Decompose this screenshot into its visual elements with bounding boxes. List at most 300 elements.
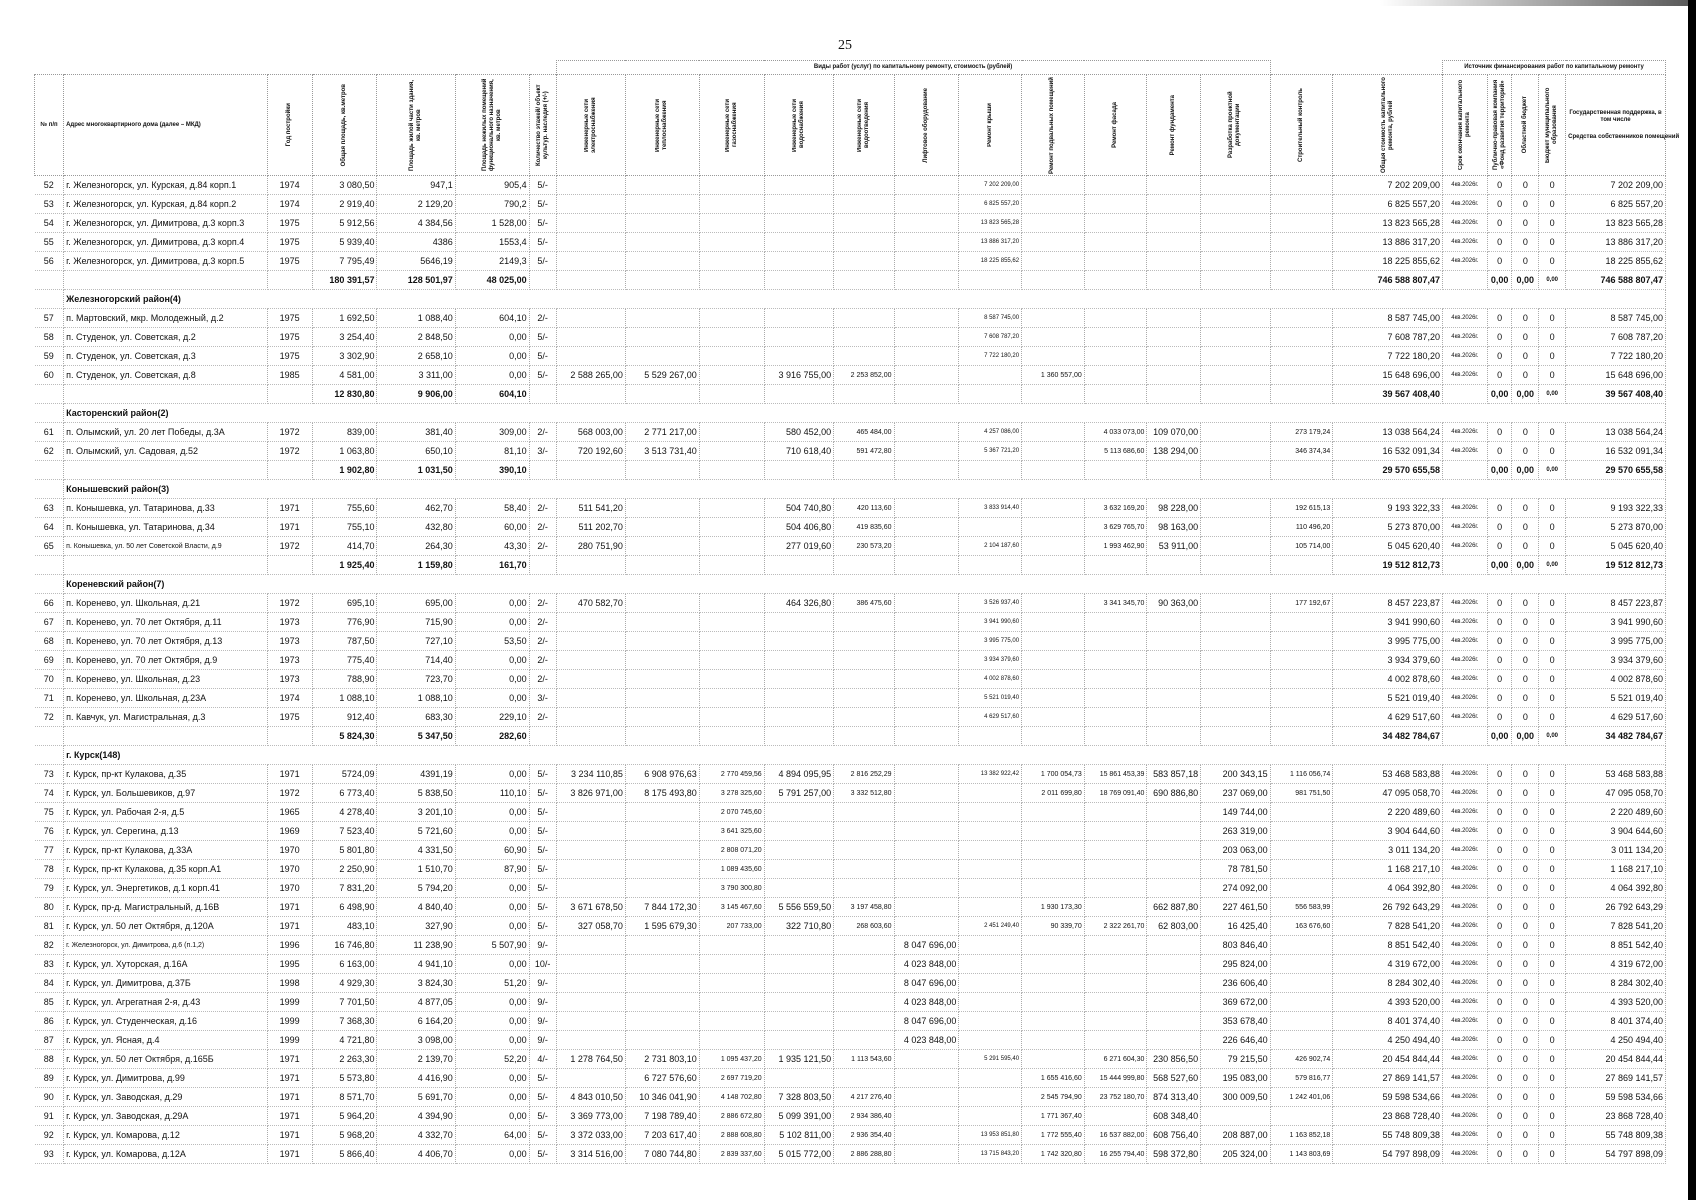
cell-control-cost: 105 714,00 (1270, 537, 1333, 556)
cell-row-number: 66 (35, 594, 64, 613)
cell-total-area: 695,10 (312, 594, 377, 613)
cell-total-cost: 7 202 209,00 (1333, 176, 1443, 195)
cell-municipal-amount: 0 (1539, 309, 1566, 328)
cell-foundation-cost (1147, 993, 1201, 1012)
cell-lift-cost (894, 594, 959, 613)
cell-owners-amount: 9 193 322,33 (1566, 499, 1666, 518)
cell-foundation-cost (1147, 252, 1201, 271)
cell-foundation-cost (1147, 841, 1201, 860)
cell-year-built: 1971 (267, 917, 312, 936)
cell-floors: 5/- (529, 1088, 556, 1107)
cell-total-cost: 7 722 180,20 (1333, 347, 1443, 366)
cell-basement-cost: 1 772 555,40 (1022, 1126, 1085, 1145)
cell-address: г. Курск, ул. 50 лет Октября, д.165Б (64, 1050, 268, 1069)
total-fund: 0,00 (1487, 385, 1512, 404)
cell-floors: 5/- (529, 1069, 556, 1088)
cell-total-area: 5724,09 (312, 765, 377, 784)
cell-row-number: 63 (35, 499, 64, 518)
cell-foundation-cost (1147, 822, 1201, 841)
cell-lift-cost (894, 442, 959, 461)
cell-region-amount: 0 (1512, 1088, 1539, 1107)
cell-year-built: 1970 (267, 879, 312, 898)
cell-lift-cost: 8 047 696,00 (894, 1012, 959, 1031)
cell-municipal-amount: 0 (1539, 613, 1566, 632)
cell-owners-amount: 5 521 019,40 (1566, 689, 1666, 708)
table-row (35, 1145, 1666, 1164)
cell-lift-cost (894, 822, 959, 841)
cell-sewer-cost (834, 176, 894, 195)
cell-basement-cost (1022, 195, 1085, 214)
cell-nonliving-area: 0,00 (455, 765, 529, 784)
cell-row-number: 52 (35, 176, 64, 195)
cell-heat-cost (625, 822, 699, 841)
cell-facade-cost (1084, 898, 1147, 917)
total-mun: 0,00 (1539, 727, 1566, 746)
cell-roof-cost (959, 898, 1022, 917)
cell-total-cost: 5 045 620,40 (1333, 537, 1443, 556)
cell-water-cost (764, 841, 833, 860)
cell-basement-cost: 1 360 557,00 (1022, 366, 1085, 385)
cell-region-amount: 0 (1512, 195, 1539, 214)
district-header-row (35, 575, 1666, 594)
cell-control-cost (1270, 176, 1333, 195)
repair-register-table (34, 60, 1680, 1164)
cell-control-cost (1270, 955, 1333, 974)
cell-municipal-amount: 0 (1539, 1069, 1566, 1088)
cell-sewer-cost: 2 936 354,40 (834, 1126, 894, 1145)
cell-water-cost: 4 894 095,95 (764, 765, 833, 784)
cell-address: п. Олымский, ул. Садовая, д.52 (64, 442, 268, 461)
cell-total-cost: 5 273 870,00 (1333, 518, 1443, 537)
cell-water-cost: 504 740,80 (764, 499, 833, 518)
table-row (35, 214, 1666, 233)
cell-lift-cost (894, 1088, 959, 1107)
cell-facade-cost (1084, 233, 1147, 252)
district-name: Кореневский район(7) (64, 575, 1666, 594)
cell-region-amount: 0 (1512, 765, 1539, 784)
cell-gas-cost (699, 1012, 764, 1031)
cell-sewer-cost (834, 309, 894, 328)
cell-floors: 2/- (529, 708, 556, 727)
cell-total-area: 839,00 (312, 423, 377, 442)
cell-gas-cost (699, 670, 764, 689)
cell-design-cost: 274 092,00 (1201, 879, 1270, 898)
cell-address: г. Курск, ул. Заводская, д.29 (64, 1088, 268, 1107)
cell-roof-cost: 4 002 878,60 (959, 670, 1022, 689)
cell-gas-cost (699, 442, 764, 461)
cell-floors: 2/- (529, 594, 556, 613)
total-fund: 0,00 (1487, 556, 1512, 575)
cell-deadline: 4кв.2026г. (1443, 632, 1488, 651)
cell-heat-cost: 6 908 976,63 (625, 765, 699, 784)
cell-roof-cost: 7 202 209,00 (959, 176, 1022, 195)
cell-region-amount: 0 (1512, 879, 1539, 898)
cell-total-area: 483,10 (312, 917, 377, 936)
cell-sewer-cost: 1 113 543,60 (834, 1050, 894, 1069)
cell-fund-amount: 0 (1487, 1145, 1512, 1164)
cell-elec-cost (556, 841, 625, 860)
cell-address: п. Коренево, ул. Школьная, д.21 (64, 594, 268, 613)
cell-nonliving-area: 0,00 (455, 670, 529, 689)
cell-nonliving-area: 0,00 (455, 898, 529, 917)
cell-sewer-cost (834, 252, 894, 271)
cell-basement-cost (1022, 955, 1085, 974)
cell-row-number: 71 (35, 689, 64, 708)
cell-lift-cost: 8 047 696,00 (894, 974, 959, 993)
cell-facade-cost (1084, 309, 1147, 328)
cell-total-area: 16 746,80 (312, 936, 377, 955)
cell-nonliving-area: 81,10 (455, 442, 529, 461)
cell-municipal-amount: 0 (1539, 765, 1566, 784)
cell-elec-cost: 2 588 265,00 (556, 366, 625, 385)
cell-lift-cost: 4 023 848,00 (894, 1031, 959, 1050)
cell-living-area: 4 384,56 (377, 214, 455, 233)
cell-gas-cost (699, 252, 764, 271)
cell-basement-cost (1022, 309, 1085, 328)
cell-roof-cost: 8 587 745,00 (959, 309, 1022, 328)
cell-address: г. Курск, ул. Ясная, д.4 (64, 1031, 268, 1050)
cell-roof-cost: 13 886 317,20 (959, 233, 1022, 252)
cell-control-cost (1270, 347, 1333, 366)
cell-living-area: 4391,19 (377, 765, 455, 784)
cell-row-number: 87 (35, 1031, 64, 1050)
total-nonliving: 161,70 (455, 556, 529, 575)
cell-fund-amount: 0 (1487, 670, 1512, 689)
cell-total-cost: 3 934 379,60 (1333, 651, 1443, 670)
cell-control-cost (1270, 613, 1333, 632)
district-header-row (35, 404, 1666, 423)
table-row (35, 651, 1666, 670)
cell-owners-amount: 8 851 542,40 (1566, 936, 1666, 955)
cell-elec-cost (556, 233, 625, 252)
cell-facade-cost (1084, 613, 1147, 632)
cell-heat-cost: 5 529 267,00 (625, 366, 699, 385)
cell-floors: 2/- (529, 423, 556, 442)
cell-water-cost (764, 252, 833, 271)
cell-nonliving-area: 0,00 (455, 613, 529, 632)
col-header-total-cost: Общая стоимость капитального ремонта, рублей (1333, 75, 1443, 176)
cell-elec-cost (556, 974, 625, 993)
cell-floors: 2/- (529, 670, 556, 689)
cell-gas-cost: 1 089 435,60 (699, 860, 764, 879)
total-total: 1 902,80 (312, 461, 377, 480)
cell-year-built: 1971 (267, 1050, 312, 1069)
cell-elec-cost (556, 613, 625, 632)
cell-facade-cost (1084, 328, 1147, 347)
cell-year-built: 1971 (267, 499, 312, 518)
cell-foundation-cost: 98 228,00 (1147, 499, 1201, 518)
cell-design-cost (1201, 233, 1270, 252)
cell-total-area: 5 964,20 (312, 1107, 377, 1126)
cell-sewer-cost (834, 195, 894, 214)
cell-roof-cost: 13 953 851,80 (959, 1126, 1022, 1145)
cell-fund-amount: 0 (1487, 252, 1512, 271)
cell-control-cost: 163 676,60 (1270, 917, 1333, 936)
district-name: Железногорский район(4) (64, 290, 1666, 309)
cell-foundation-cost (1147, 366, 1201, 385)
cell-design-cost (1201, 594, 1270, 613)
cell-region-amount: 0 (1512, 328, 1539, 347)
cell-water-cost (764, 613, 833, 632)
cell-living-area: 723,70 (377, 670, 455, 689)
cell-gas-cost (699, 974, 764, 993)
cell-year-built: 1972 (267, 594, 312, 613)
cell-heat-cost (625, 309, 699, 328)
district-name: Касторенский район(2) (64, 404, 1666, 423)
cell-basement-cost (1022, 252, 1085, 271)
cell-region-amount: 0 (1512, 708, 1539, 727)
cell-owners-amount: 54 797 898,09 (1566, 1145, 1666, 1164)
cell-row-number: 54 (35, 214, 64, 233)
cell-floors: 9/- (529, 993, 556, 1012)
cell-design-cost: 78 781,50 (1201, 860, 1270, 879)
cell-elec-cost: 280 751,90 (556, 537, 625, 556)
cell-roof-cost: 4 629 517,60 (959, 708, 1022, 727)
cell-sewer-cost (834, 1012, 894, 1031)
cell-year-built: 1999 (267, 1012, 312, 1031)
cell-design-cost (1201, 366, 1270, 385)
cell-total-area: 3 254,40 (312, 328, 377, 347)
cell-municipal-amount: 0 (1539, 917, 1566, 936)
cell-control-cost: 177 192,67 (1270, 594, 1333, 613)
cell-roof-cost: 7 722 180,20 (959, 347, 1022, 366)
cell-municipal-amount: 0 (1539, 537, 1566, 556)
cell-basement-cost (1022, 176, 1085, 195)
cell-total-area: 1 063,80 (312, 442, 377, 461)
cell-water-cost (764, 708, 833, 727)
cell-nonliving-area: 0,00 (455, 993, 529, 1012)
col-header-fund: Публично-правовая компания «Фонд развития территорий» (1487, 75, 1512, 176)
cell-lift-cost: 8 047 696,00 (894, 936, 959, 955)
cell-fund-amount: 0 (1487, 347, 1512, 366)
cell-living-area: 947,1 (377, 176, 455, 195)
cell-sewer-cost (834, 803, 894, 822)
cell-water-cost (764, 993, 833, 1012)
cell-fund-amount: 0 (1487, 784, 1512, 803)
cell-total-area: 7 701,50 (312, 993, 377, 1012)
table-row (35, 1126, 1666, 1145)
cell-deadline: 4кв.2026г. (1443, 936, 1488, 955)
cell-total-cost: 15 648 696,00 (1333, 366, 1443, 385)
cell-address: г. Курск, ул. Димитрова, д.99 (64, 1069, 268, 1088)
cell-sewer-cost (834, 955, 894, 974)
cell-living-area: 4 877,05 (377, 993, 455, 1012)
col-header-region: Областной бюджет (1512, 75, 1539, 176)
cell-basement-cost (1022, 670, 1085, 689)
cell-total-cost: 1 168 217,10 (1333, 860, 1443, 879)
cell-deadline: 4кв.2026г. (1443, 1012, 1488, 1031)
cell-roof-cost (959, 936, 1022, 955)
cell-facade-cost (1084, 347, 1147, 366)
cell-design-cost (1201, 613, 1270, 632)
cell-nonliving-area: 0,00 (455, 1069, 529, 1088)
cell-owners-amount: 4 319 672,00 (1566, 955, 1666, 974)
cell-gas-cost (699, 955, 764, 974)
cell-facade-cost (1084, 860, 1147, 879)
cell-floors: 9/- (529, 1031, 556, 1050)
cell-nonliving-area: 0,00 (455, 689, 529, 708)
cell-design-cost: 205 324,00 (1201, 1145, 1270, 1164)
cell-region-amount: 0 (1512, 499, 1539, 518)
cell-gas-cost: 2 888 608,80 (699, 1126, 764, 1145)
cell-fund-amount: 0 (1487, 195, 1512, 214)
cell-foundation-cost (1147, 214, 1201, 233)
cell-living-area: 1 088,10 (377, 689, 455, 708)
cell-elec-cost (556, 328, 625, 347)
col-header-municipal: Бюджет муниципального образования (1539, 75, 1566, 176)
total-total: 180 391,57 (312, 271, 377, 290)
cell-row-number: 76 (35, 822, 64, 841)
cell-fund-amount: 0 (1487, 632, 1512, 651)
cell-control-cost: 192 615,13 (1270, 499, 1333, 518)
cell-deadline: 4кв.2026г. (1443, 670, 1488, 689)
cell-region-amount: 0 (1512, 233, 1539, 252)
cell-living-area: 4 416,90 (377, 1069, 455, 1088)
cell-control-cost (1270, 328, 1333, 347)
cell-year-built: 1965 (267, 803, 312, 822)
cell-gas-cost: 207 733,00 (699, 917, 764, 936)
cell-gas-cost (699, 594, 764, 613)
total-reg: 0,00 (1512, 385, 1539, 404)
cell-roof-cost (959, 1012, 1022, 1031)
cell-address: п. Кавчук, ул. Магистральная, д.3 (64, 708, 268, 727)
cell-sewer-cost (834, 993, 894, 1012)
cell-design-cost (1201, 195, 1270, 214)
cell-total-area: 5 912,56 (312, 214, 377, 233)
cell-foundation-cost: 230 856,50 (1147, 1050, 1201, 1069)
cell-living-area: 432,80 (377, 518, 455, 537)
cell-foundation-cost: 583 857,18 (1147, 765, 1201, 784)
cell-deadline: 4кв.2026г. (1443, 689, 1488, 708)
cell-gas-cost (699, 518, 764, 537)
cell-region-amount: 0 (1512, 974, 1539, 993)
cell-basement-cost (1022, 708, 1085, 727)
table-row (35, 689, 1666, 708)
cell-total-cost: 8 401 374,40 (1333, 1012, 1443, 1031)
cell-foundation-cost: 874 313,40 (1147, 1088, 1201, 1107)
cell-sewer-cost (834, 822, 894, 841)
cell-owners-amount: 3 011 134,20 (1566, 841, 1666, 860)
cell-foundation-cost: 690 886,80 (1147, 784, 1201, 803)
cell-deadline: 4кв.2026г. (1443, 784, 1488, 803)
cell-total-cost: 13 886 317,20 (1333, 233, 1443, 252)
cell-row-number: 81 (35, 917, 64, 936)
cell-design-cost (1201, 309, 1270, 328)
col-header-water: Инженерные сети водоснабжения (764, 75, 833, 176)
cell-total-area: 5 939,40 (312, 233, 377, 252)
cell-floors: 2/- (529, 499, 556, 518)
cell-floors: 5/- (529, 233, 556, 252)
cell-deadline: 4кв.2026г. (1443, 442, 1488, 461)
cell-design-cost: 79 215,50 (1201, 1050, 1270, 1069)
cell-nonliving-area: 2149,3 (455, 252, 529, 271)
cell-row-number: 93 (35, 1145, 64, 1164)
cell-design-cost: 195 083,00 (1201, 1069, 1270, 1088)
total-reg: 0,00 (1512, 727, 1539, 746)
cell-year-built: 1971 (267, 765, 312, 784)
cell-total-area: 1 692,50 (312, 309, 377, 328)
cell-lift-cost (894, 328, 959, 347)
cell-water-cost (764, 195, 833, 214)
cell-owners-amount: 7 608 787,20 (1566, 328, 1666, 347)
cell-owners-amount: 3 941 990,60 (1566, 613, 1666, 632)
cell-control-cost (1270, 822, 1333, 841)
cell-facade-cost: 15 861 453,39 (1084, 765, 1147, 784)
district-name: Конышевский район(3) (64, 480, 1666, 499)
table-row (35, 765, 1666, 784)
table-row (35, 879, 1666, 898)
cell-municipal-amount: 0 (1539, 1050, 1566, 1069)
cell-water-cost (764, 1069, 833, 1088)
cell-total-cost: 13 823 565,28 (1333, 214, 1443, 233)
cell-sewer-cost: 2 816 252,29 (834, 765, 894, 784)
cell-total-area: 2 263,30 (312, 1050, 377, 1069)
col-header-living-area: Площадь жилой части здания, кв. метров (377, 75, 455, 176)
cell-foundation-cost (1147, 347, 1201, 366)
cell-municipal-amount: 0 (1539, 936, 1566, 955)
cell-design-cost: 803 846,40 (1201, 936, 1270, 955)
cell-roof-cost: 5 291 595,40 (959, 1050, 1022, 1069)
cell-total-area: 755,60 (312, 499, 377, 518)
cell-floors: 5/- (529, 1145, 556, 1164)
cell-water-cost: 5 099 391,00 (764, 1107, 833, 1126)
cell-control-cost (1270, 1031, 1333, 1050)
cell-basement-cost: 2 545 794,90 (1022, 1088, 1085, 1107)
cell-foundation-cost (1147, 689, 1201, 708)
cell-municipal-amount: 0 (1539, 879, 1566, 898)
cell-fund-amount: 0 (1487, 518, 1512, 537)
cell-total-area: 4 929,30 (312, 974, 377, 993)
cell-total-area: 2 919,40 (312, 195, 377, 214)
col-header-floors: Количество этажей/ объект культур. наследия (+/-) (529, 75, 556, 176)
cell-foundation-cost: 662 887,80 (1147, 898, 1201, 917)
cell-year-built: 1974 (267, 176, 312, 195)
cell-heat-cost: 7 203 617,40 (625, 1126, 699, 1145)
cell-sewer-cost (834, 670, 894, 689)
cell-foundation-cost: 608 756,40 (1147, 1126, 1201, 1145)
cell-nonliving-area: 229,10 (455, 708, 529, 727)
cell-floors: 5/- (529, 1126, 556, 1145)
cell-municipal-amount: 0 (1539, 423, 1566, 442)
cell-deadline: 4кв.2026г. (1443, 765, 1488, 784)
cell-gas-cost (699, 613, 764, 632)
cell-region-amount: 0 (1512, 1107, 1539, 1126)
cell-region-amount: 0 (1512, 518, 1539, 537)
cell-design-cost: 236 606,40 (1201, 974, 1270, 993)
cell-sewer-cost (834, 860, 894, 879)
cell-control-cost: 273 179,24 (1270, 423, 1333, 442)
cell-sewer-cost: 4 217 276,40 (834, 1088, 894, 1107)
district-total-row (35, 271, 1666, 290)
cell-basement-cost (1022, 499, 1085, 518)
cell-row-number: 69 (35, 651, 64, 670)
cell-owners-amount: 20 454 844,44 (1566, 1050, 1666, 1069)
cell-roof-cost (959, 1031, 1022, 1050)
cell-year-built: 1972 (267, 784, 312, 803)
cell-year-built: 1972 (267, 442, 312, 461)
cell-lift-cost (894, 689, 959, 708)
cell-floors: 9/- (529, 936, 556, 955)
cell-deadline: 4кв.2026г. (1443, 176, 1488, 195)
cell-owners-amount: 4 393 520,00 (1566, 993, 1666, 1012)
cell-water-cost: 277 019,60 (764, 537, 833, 556)
cell-lift-cost (894, 670, 959, 689)
cell-roof-cost (959, 1088, 1022, 1107)
cell-municipal-amount: 0 (1539, 1126, 1566, 1145)
cell-row-number: 79 (35, 879, 64, 898)
cell-facade-cost (1084, 252, 1147, 271)
cell-sewer-cost: 2 253 852,00 (834, 366, 894, 385)
